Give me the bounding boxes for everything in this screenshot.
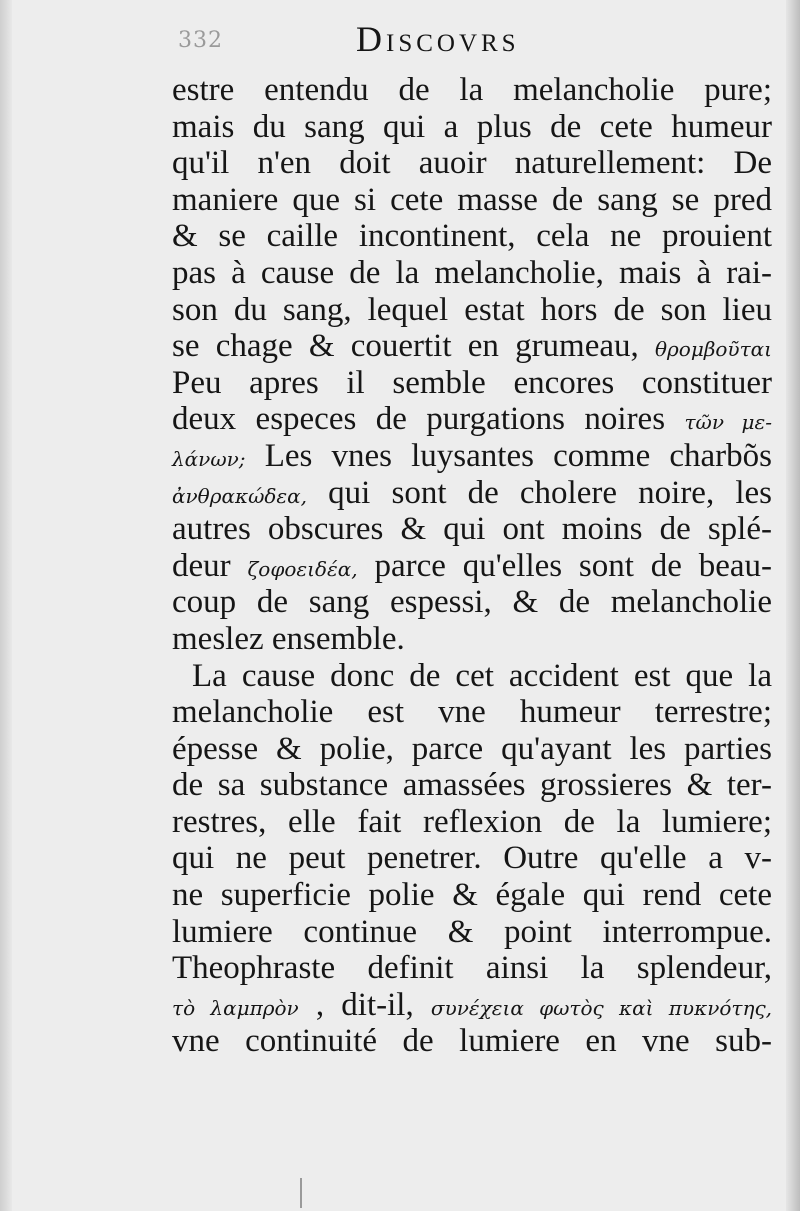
text-line: vne continuité de lumiere en vne sub-: [172, 1023, 772, 1060]
text-line: [172, 328, 772, 365]
body-text: [172, 72, 772, 1060]
text-line: de sa substance amassées grossieres & ter-: [172, 767, 772, 804]
greek-word: λάνων;: [172, 446, 246, 471]
greek-word: ζοφοειδέα,: [247, 556, 358, 581]
text-line: mais du sang qui a plus de cete humeur: [172, 108, 772, 145]
greek-word: τῶν με-: [684, 410, 772, 435]
text-line: restres, elle fait reflexion de la lumiere;: [172, 803, 772, 840]
page-header: [0, 18, 800, 70]
text-line: & se caille incontinent, cela ne prouient: [172, 218, 772, 255]
text-segment: deux especes de purgations noires: [172, 401, 666, 438]
text-line: épesse & polie, parce qu'ayant les parties: [172, 730, 772, 767]
text-segment: qui sont de cholere noire, les: [328, 474, 772, 511]
text-segment: parce qu'elles sont de beau-: [374, 547, 773, 584]
text-line: estre entendu de la melancholie pure;: [172, 72, 772, 108]
greek-word: θρομβοῦται: [654, 337, 772, 362]
page-gutter-shadow: [0, 0, 12, 1211]
greek-word: συνέχεια φωτὸς καὶ πυκνότης,: [430, 995, 773, 1020]
text-line: [172, 401, 772, 438]
page-number: 332: [178, 28, 223, 53]
text-line: melancholie est vne humeur terrestre;: [172, 694, 772, 731]
text-line: [172, 475, 772, 512]
greek-word: ἀνθρακώδεα,: [172, 483, 308, 508]
text-line: meslez ensemble.: [172, 620, 405, 657]
text-line: La cause donc de cet accident est que la: [192, 657, 772, 694]
running-head: Discovrs: [356, 19, 520, 59]
page-edge-shadow: [786, 0, 800, 1211]
text-line: qui ne peut penetrer. Outre qu'elle a v-: [172, 840, 772, 877]
greek-word: τὸ λαμπρὸν: [172, 995, 299, 1020]
text-line: [172, 438, 772, 475]
text-segment: Les vnes luysantes comme charbõs: [264, 437, 772, 474]
text-line: autres obscures & qui ont moins de splé-: [172, 511, 772, 548]
text-segment: , dit-il,: [315, 986, 414, 1023]
text-line: lumiere continue & point interrompue.: [172, 913, 772, 950]
text-line: coup de sang espessi, & de melancholie: [172, 584, 772, 621]
text-line: [172, 987, 772, 1024]
text-line: Peu apres il semble encores constituer: [172, 364, 772, 401]
text-line: [172, 548, 772, 585]
signature-mark: [300, 1178, 314, 1208]
text-line: son du sang, lequel estat hors de son lieu: [172, 291, 772, 328]
text-line: qu'il n'en doit auoir naturellement: De: [172, 145, 772, 182]
text-segment: se chage & couertit en grumeau,: [172, 328, 639, 365]
text-segment: deur: [172, 547, 231, 584]
text-line: maniere que si cete masse de sang se pred: [172, 181, 772, 218]
text-line: pas à cause de la melancholie, mais à rai-: [172, 254, 772, 291]
text-line: ne superficie polie & égale qui rend cete: [172, 877, 772, 914]
text-line: Theophraste definit ainsi la splendeur,: [172, 950, 772, 987]
